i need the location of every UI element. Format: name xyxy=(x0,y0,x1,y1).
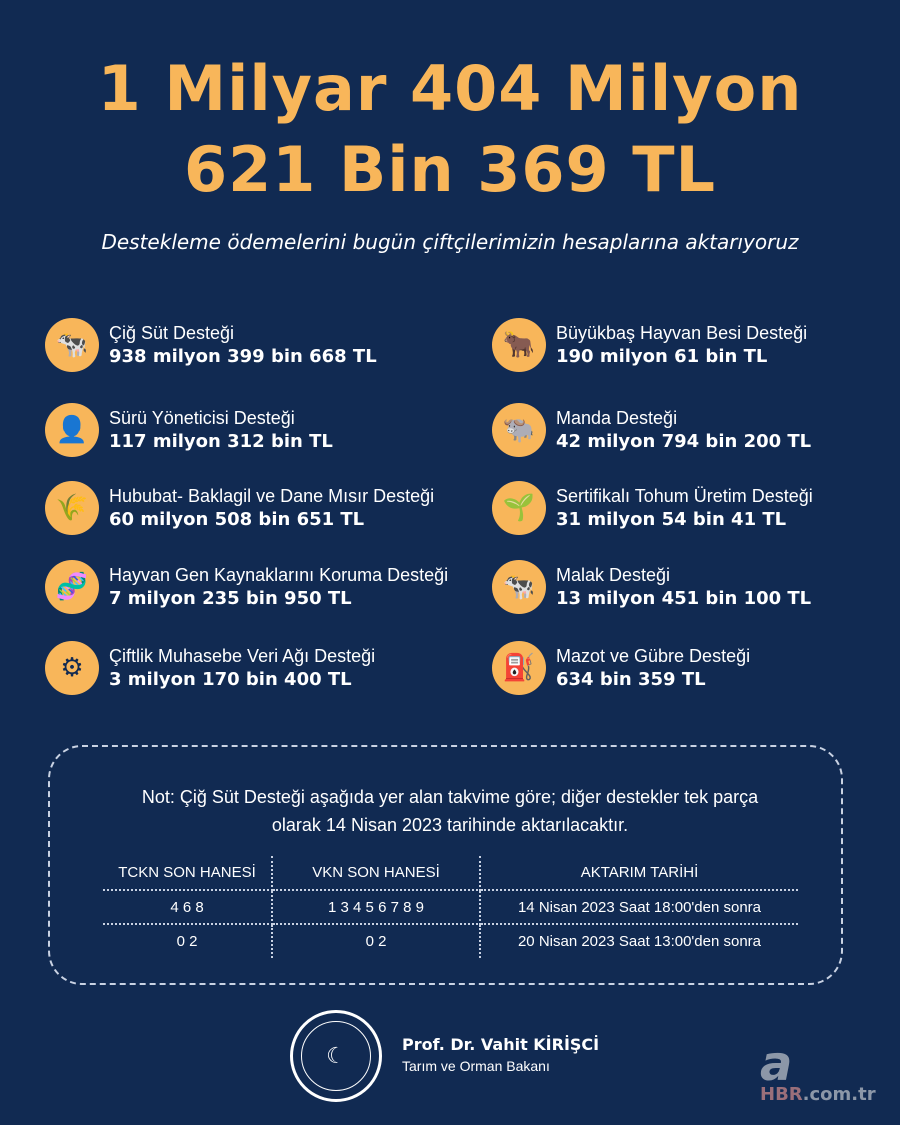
calculator-gear-icon: ⚙ xyxy=(45,641,99,695)
table-cell: 0 2 xyxy=(272,924,480,958)
support-label: Manda Desteği xyxy=(556,408,678,428)
subtitle: Destekleme ödemelerini bugün çiftçilerimizin hesaplarına aktarıyoruz xyxy=(101,230,799,254)
watermark-domain: .com.tr xyxy=(802,1084,876,1105)
support-label: Sürü Yöneticisi Desteği xyxy=(109,408,295,428)
minister-title: Tarım ve Orman Bakanı xyxy=(402,1058,550,1074)
table-header-row xyxy=(103,856,798,890)
support-label: Mazot ve Gübre Desteği xyxy=(556,646,751,666)
seedling-hand-icon: 🌱 xyxy=(492,481,546,535)
support-label: Çiğ Süt Desteği xyxy=(109,323,235,343)
support-amount: 117 milyon 312 bin TL xyxy=(109,431,333,452)
table-row xyxy=(103,924,798,958)
person-icon: 👤 xyxy=(45,403,99,457)
column-header: VKN SON HANESİ xyxy=(272,856,480,890)
table-cell: 1 3 4 5 6 7 8 9 xyxy=(272,890,480,924)
note-text xyxy=(80,783,820,839)
support-item xyxy=(492,400,811,460)
support-item xyxy=(45,638,375,698)
buffalo-icon: 🐃 xyxy=(492,403,546,457)
crescent-star-icon: ☾ xyxy=(301,1021,371,1091)
support-amount: 31 milyon 54 bin 41 TL xyxy=(556,509,787,530)
fuel-nozzle-icon: ⛽ xyxy=(492,641,546,695)
support-amount: 3 milyon 170 bin 400 TL xyxy=(109,669,352,690)
table-cell: 20 Nisan 2023 Saat 13:00'den sonra xyxy=(517,933,762,950)
ministry-seal-logo xyxy=(290,1010,382,1102)
column-header: AKTARIM TARİHİ xyxy=(480,856,798,890)
support-item xyxy=(45,478,434,538)
support-item xyxy=(492,478,813,538)
support-item xyxy=(45,400,333,460)
headline-amount-line1: 1 Milyar 404 Milyon xyxy=(97,52,803,125)
support-amount: 938 milyon 399 bin 668 TL xyxy=(109,346,377,367)
support-item xyxy=(45,315,377,375)
payment-schedule-table xyxy=(103,856,798,958)
support-amount: 190 milyon 61 bin TL xyxy=(556,346,768,367)
calf-icon: 🐄 xyxy=(492,560,546,614)
support-item xyxy=(492,315,807,375)
hbr-watermark xyxy=(760,1036,876,1105)
cattle-icon: 🐂 xyxy=(492,318,546,372)
support-item xyxy=(492,557,811,617)
watermark-letter: a xyxy=(760,1036,793,1092)
column-header: TCKN SON HANESİ xyxy=(103,856,272,890)
support-label: Çiftlik Muhasebe Veri Ağı Desteği xyxy=(109,646,376,666)
watermark-brand: HBR xyxy=(760,1084,803,1105)
support-amount: 42 milyon 794 bin 200 TL xyxy=(556,431,812,452)
support-amount: 7 milyon 235 bin 950 TL xyxy=(109,588,352,609)
support-label: Sertifikalı Tohum Üretim Desteği xyxy=(556,486,813,506)
milk-cow-icon: 🐄 xyxy=(45,318,99,372)
table-cell: 4 6 8 xyxy=(103,890,272,924)
support-label: Hayvan Gen Kaynaklarını Koruma Desteği xyxy=(109,565,449,585)
note-line2: olarak 14 Nisan 2023 tarihinde aktarılacaktır. xyxy=(271,815,629,835)
support-label: Hububat- Baklagil ve Dane Mısır Desteği xyxy=(109,486,435,506)
table-row xyxy=(103,890,798,924)
dna-icon: 🧬 xyxy=(45,560,99,614)
support-item xyxy=(492,638,750,698)
minister-name: Prof. Dr. Vahit KİRİŞCİ xyxy=(402,1035,600,1054)
headline-amount-line2: 621 Bin 369 TL xyxy=(183,133,717,206)
support-label: Malak Desteği xyxy=(556,565,671,585)
wheat-icon: 🌾 xyxy=(45,481,99,535)
table-cell: 14 Nisan 2023 Saat 18:00'den sonra xyxy=(480,890,798,924)
support-amount: 13 milyon 451 bin 100 TL xyxy=(556,588,812,609)
support-amount: 60 milyon 508 bin 651 TL xyxy=(109,509,365,530)
table-cell: 0 2 xyxy=(103,924,272,958)
note-line1: Not: Çiğ Süt Desteği aşağıda yer alan takvime göre; diğer destekler tek parça xyxy=(141,787,759,807)
support-amount: 634 bin 359 TL xyxy=(556,669,706,690)
support-item xyxy=(45,557,448,617)
support-label: Büyükbaş Hayvan Besi Desteği xyxy=(556,323,808,343)
